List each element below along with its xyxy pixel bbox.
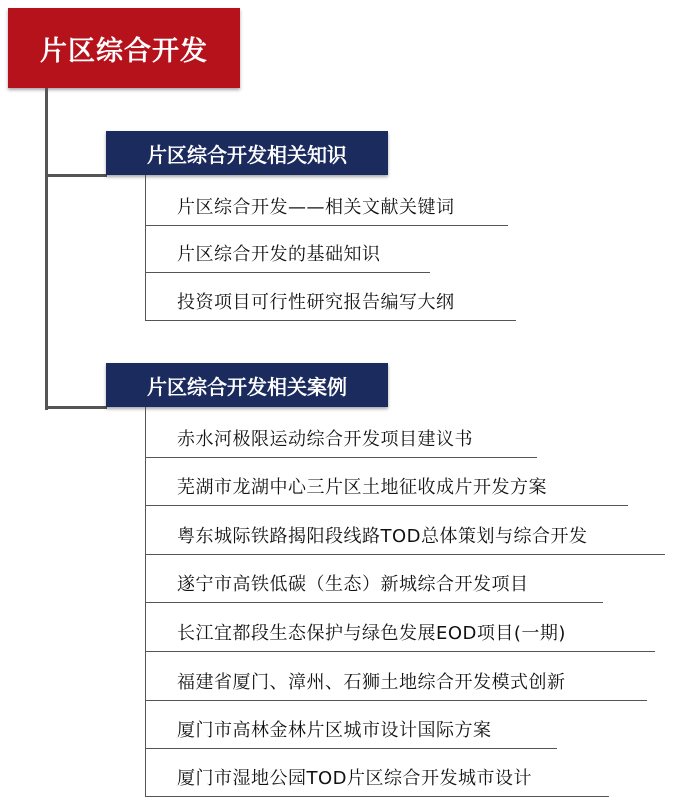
category-cases bbox=[106, 363, 388, 407]
knowledge-item bbox=[145, 233, 430, 273]
root-node bbox=[8, 8, 240, 88]
branch-line-cases bbox=[45, 406, 107, 409]
case-item bbox=[145, 466, 628, 506]
case-item bbox=[145, 661, 647, 701]
knowledge-item-label: 投资项目可行性研究报告编写大纲 bbox=[177, 291, 455, 313]
root-title: 片区综合开发 bbox=[40, 35, 208, 67]
case-item bbox=[145, 515, 665, 555]
category-knowledge-title: 片区综合开发相关知识 bbox=[147, 142, 347, 167]
knowledge-item-label: 片区综合开发——相关文献关键词 bbox=[177, 196, 455, 218]
branch-line-knowledge bbox=[45, 174, 107, 177]
case-item-label: 长江宜都段生态保护与绿色发展EOD项目(一期) bbox=[177, 622, 566, 644]
case-item bbox=[145, 757, 609, 797]
case-item-label: 福建省厦门、漳州、石狮土地综合开发模式创新 bbox=[177, 671, 566, 693]
knowledge-item-label: 片区综合开发的基础知识 bbox=[177, 243, 381, 265]
case-item bbox=[145, 612, 655, 652]
case-item-label: 芜湖市龙湖中心三片区土地征收成片开发方案 bbox=[177, 476, 547, 498]
case-item-label: 遂宁市高铁低碳（生态）新城综合开发项目 bbox=[177, 573, 529, 595]
case-item-label: 粤东城际铁路揭阳段线路TOD总体策划与综合开发 bbox=[177, 525, 588, 547]
case-item bbox=[145, 563, 603, 603]
case-item-label: 厦门市湿地公园TOD片区综合开发城市设计 bbox=[177, 767, 533, 789]
knowledge-item bbox=[145, 281, 516, 321]
case-item bbox=[145, 418, 537, 458]
category-cases-title: 片区综合开发相关案例 bbox=[147, 374, 347, 399]
case-item-label: 赤水河极限运动综合开发项目建议书 bbox=[177, 428, 473, 450]
knowledge-item bbox=[145, 186, 508, 226]
case-item-label: 厦门市高林金林片区城市设计国际方案 bbox=[177, 719, 492, 741]
category-knowledge bbox=[106, 131, 388, 175]
main-trunk-line bbox=[45, 88, 48, 410]
case-item bbox=[145, 709, 557, 749]
